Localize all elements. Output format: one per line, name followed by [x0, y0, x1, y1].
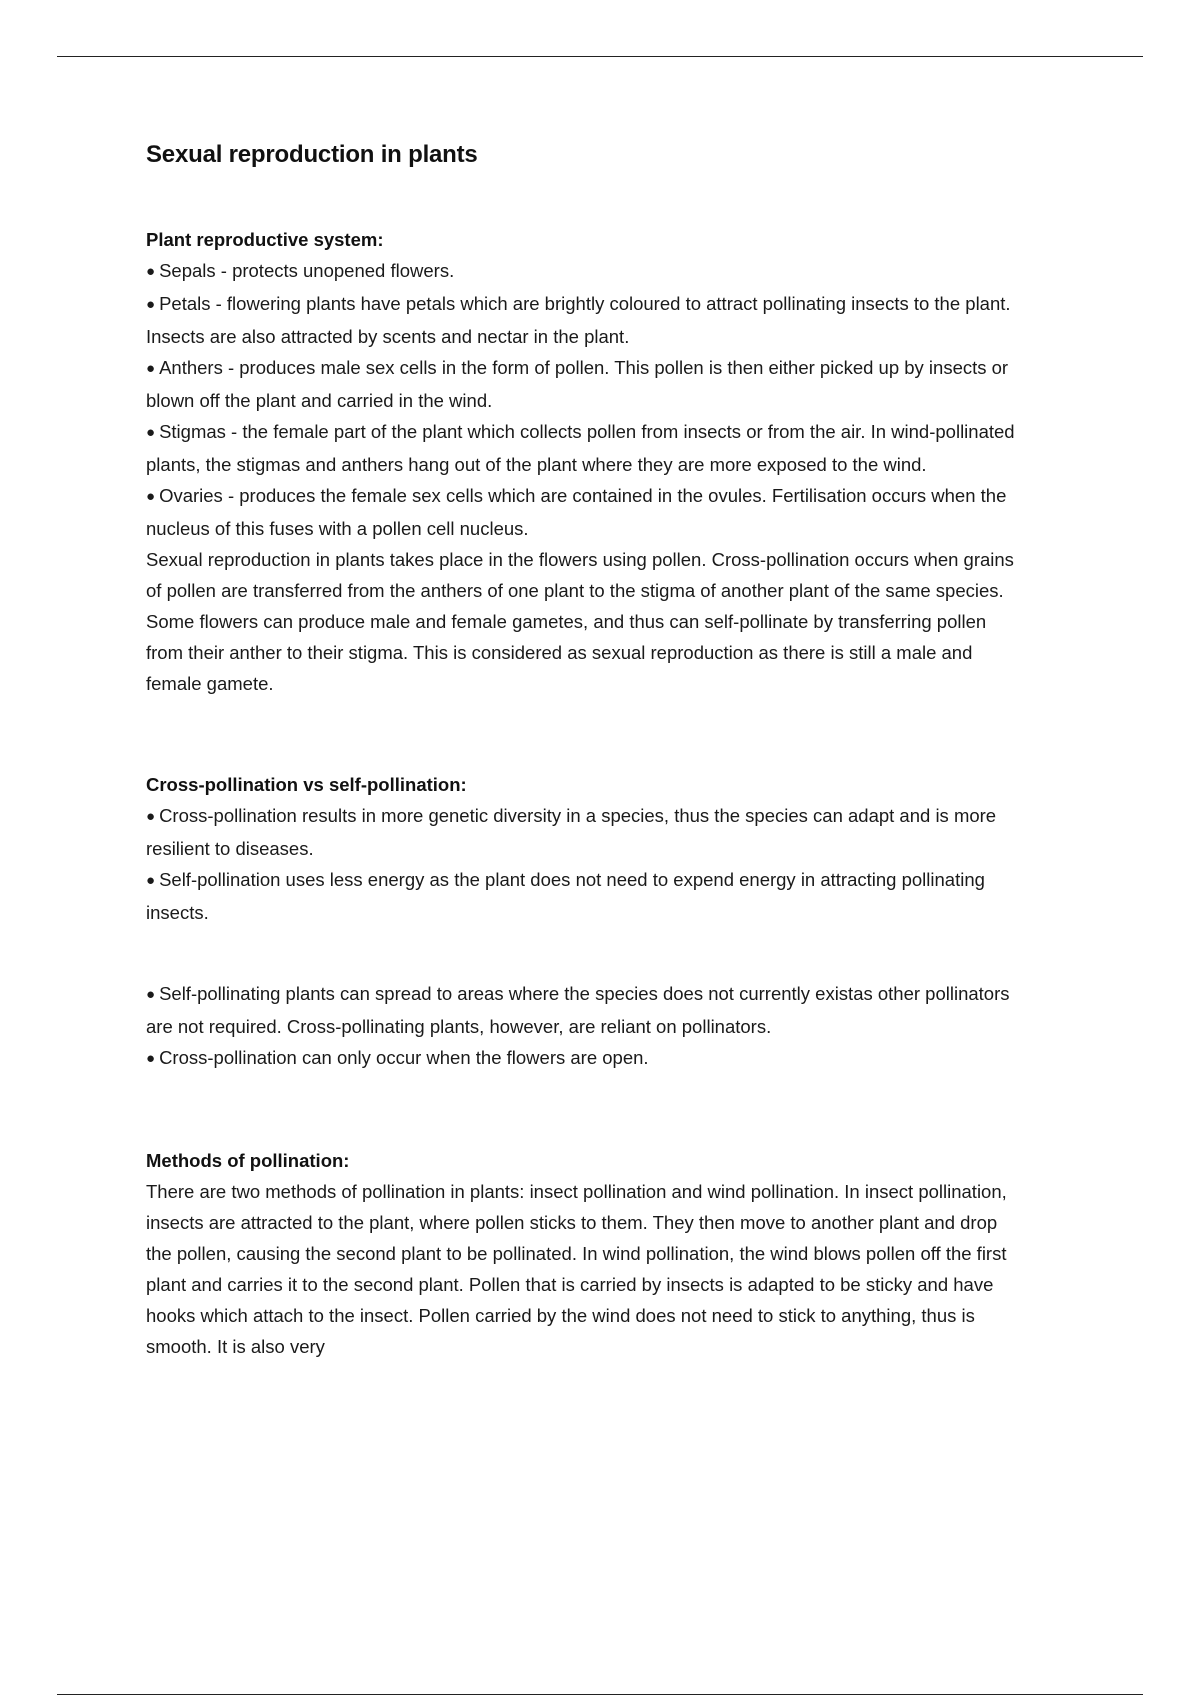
section-heading: Plant reproductive system:: [146, 229, 384, 250]
section-heading: Cross-pollination vs self-pollination:: [146, 774, 467, 795]
bullet-sepals: ● Sepals - protects unopened flowers.: [146, 255, 1026, 288]
bullet-self-pollination-spread: ● Self-pollinating plants can spread to areas where the species does not currently existas other pollinators are not required. Cross-pollinating plants, however, are reliant on pollinators.: [146, 978, 1026, 1042]
section-reproductive-system: [146, 224, 1026, 699]
bullet-stigmas: ● Stigmas - the female part of the plant which collects pollen from insects or from the air. In wind-pollinated plants, the stigmas and anthers hang out of the plant where they are more exposed to the wind.: [146, 416, 1026, 480]
footer-rule: [57, 1694, 1143, 1695]
bullet-anthers: ● Anthers - produces male sex cells in the form of pollen. This pollen is then either picked up by insects or blown off the plant and carried in the wind.: [146, 352, 1026, 416]
bullet-cross-pollination-diversity: ● Cross-pollination results in more genetic diversity in a species, thus the species can adapt and is more resilient to diseases.: [146, 800, 1026, 864]
bullet-cross-pollination-open: ● Cross-pollination can only occur when the flowers are open.: [146, 1042, 1026, 1075]
page-title: Sexual reproduction in plants: [146, 141, 478, 168]
body-paragraph: Sexual reproduction in plants takes place in the flowers using pollen. Cross-pollination occurs when grains of pollen are transferred from the anthers of one plant to the stigma of another plant of the same species. Some flowers can produce male and female gametes, and thus can self-pollinate by transferring pollen from their anther to their stigma. This is considered as sexual reproduction as there is still a male and female gamete.: [146, 549, 1014, 694]
section-methods: [146, 1145, 1026, 1362]
header-rule: [57, 56, 1143, 57]
document-body: [146, 140, 1026, 1362]
section-cross-vs-self: [146, 769, 1026, 1075]
section-heading: Methods of pollination:: [146, 1150, 350, 1171]
bullet-self-pollination-energy: ● Self-pollination uses less energy as the plant does not need to expend energy in attracting pollinating insects.: [146, 864, 1026, 928]
bullet-ovaries: ● Ovaries - produces the female sex cells which are contained in the ovules. Fertilisation occurs when the nucleus of this fuses with a pollen cell nucleus.: [146, 480, 1026, 544]
body-paragraph: There are two methods of pollination in plants: insect pollination and wind pollination. In insect pollination, insects are attracted to the plant, where pollen sticks to them. They then move to another plant and drop the pollen, causing the second plant to be pollinated. In wind pollination, the wind blows pollen off the first plant and carries it to the second plant. Pollen that is carried by insects is adapted to be sticky and have hooks which attach to the insect. Pollen carried by the wind does not need to stick to anything, thus is smooth. It is also very: [146, 1181, 1007, 1357]
bullet-petals: ● Petals - flowering plants have petals which are brightly coloured to attract pollinating insects to the plant. Insects are also attracted by scents and nectar in the plant.: [146, 288, 1026, 352]
